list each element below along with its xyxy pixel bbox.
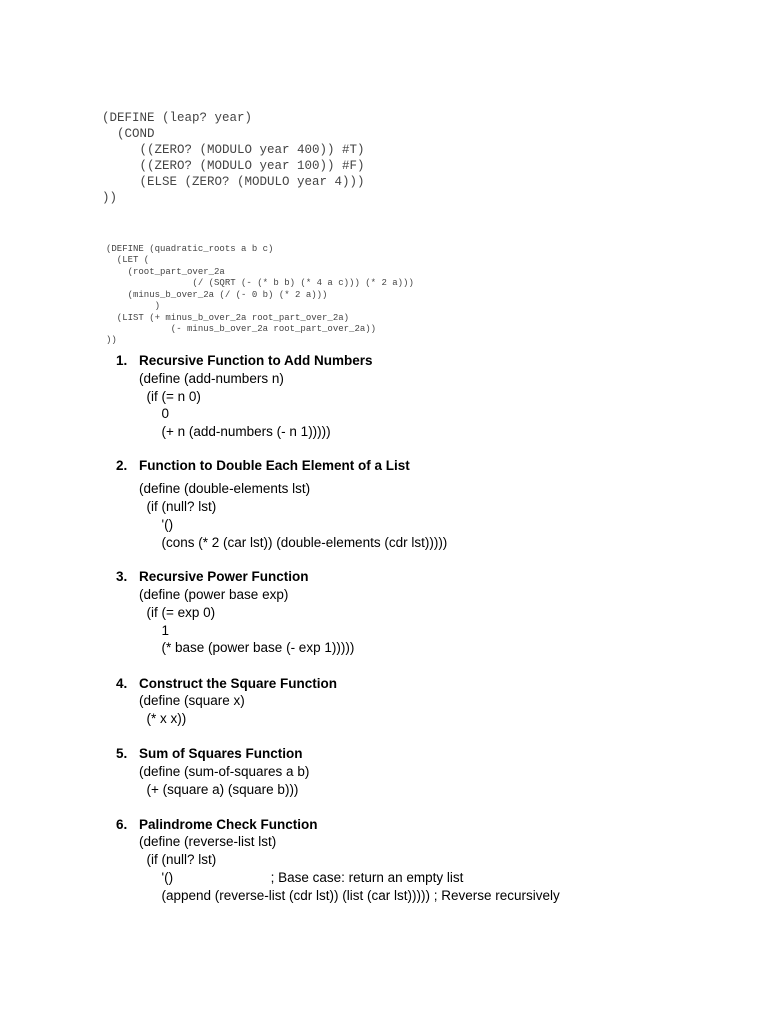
item-title: Function to Double Each Element of a List	[139, 458, 410, 473]
code-line: '()	[139, 517, 174, 532]
code-line: (ELSE (ZERO? (MODULO year 4)))	[102, 175, 365, 189]
code-line: (COND	[102, 127, 155, 141]
code-line: 1	[139, 623, 170, 638]
code-line: '() ; Base case: return an empty list	[139, 870, 464, 885]
item-number: 5.	[116, 746, 128, 761]
code-line: (append (reverse-list (cdr lst)) (list (car lst))))) ; Reverse recursively	[139, 888, 560, 903]
code-line: (define (power base exp)	[139, 587, 289, 602]
code-line: (define (sum-of-squares a b)	[139, 764, 310, 779]
code-line: (* x x))	[139, 711, 187, 726]
code-line: )	[106, 301, 161, 311]
item-number: 6.	[116, 817, 128, 832]
code-line: (+ (square a) (square b)))	[139, 782, 299, 797]
code-line: (if (= n 0)	[139, 389, 201, 404]
item-number: 2.	[116, 458, 128, 473]
code-line: (+ n (add-numbers (- n 1)))))	[139, 424, 331, 439]
code-line: (define (double-elements lst)	[139, 481, 311, 496]
code-line: (if (null? lst)	[139, 499, 217, 514]
code-line: (LET (	[106, 255, 150, 265]
code-line: (define (add-numbers n)	[139, 371, 284, 386]
code-line: (if (= exp 0)	[139, 605, 216, 620]
code-line: (- minus_b_over_2a root_part_over_2a))	[106, 324, 377, 334]
code-line: (minus_b_over_2a (/ (- 0 b) (* 2 a)))	[106, 290, 328, 300]
item-number: 3.	[116, 569, 128, 584]
code-line: (define (square x)	[139, 693, 245, 708]
code-line: (cons (* 2 (car lst)) (double-elements (cdr lst)))))	[139, 535, 448, 550]
code-line: (define (reverse-list lst)	[139, 834, 277, 849]
code-line: (root_part_over_2a	[106, 267, 225, 277]
code-line: (DEFINE (quadratic_roots a b c)	[106, 244, 274, 254]
item-title: Sum of Squares Function	[139, 746, 303, 761]
item-title: Construct the Square Function	[139, 676, 338, 691]
code-line: (if (null? lst)	[139, 852, 217, 867]
code-line: ))	[106, 335, 117, 345]
item-title: Palindrome Check Function	[139, 817, 318, 832]
code-line: ((ZERO? (MODULO year 400)) #T)	[102, 143, 365, 157]
code-line: ))	[102, 191, 118, 205]
code-line: (* base (power base (- exp 1)))))	[139, 640, 355, 655]
code-line: (LIST (+ minus_b_over_2a root_part_over_2a)	[106, 313, 350, 323]
code-line: 0	[139, 406, 170, 421]
code-line: ((ZERO? (MODULO year 100)) #F)	[102, 159, 365, 173]
code-line: (/ (SQRT (- (* b b) (* 4 a c))) (* 2 a)))	[106, 278, 414, 288]
item-number: 4.	[116, 676, 128, 691]
item-title: Recursive Power Function	[139, 569, 309, 584]
code-line: (DEFINE (leap? year)	[102, 111, 253, 125]
item-title: Recursive Function to Add Numbers	[139, 353, 373, 368]
item-number: 1.	[116, 353, 128, 368]
